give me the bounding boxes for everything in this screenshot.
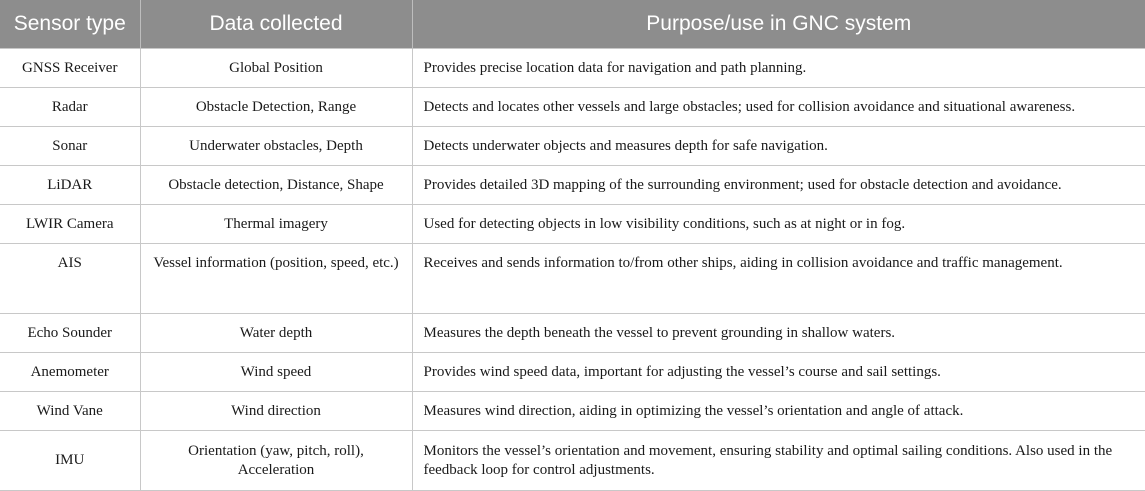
table-header xyxy=(0,0,1145,49)
header-row xyxy=(0,0,1145,49)
sensor-cell: Echo Sounder xyxy=(0,314,140,353)
data-cell: Orientation (yaw, pitch, roll), Acceleration xyxy=(140,431,412,491)
data-cell: Global Position xyxy=(140,49,412,88)
data-cell: Thermal imagery xyxy=(140,205,412,244)
purpose-cell: Used for detecting objects in low visibility conditions, such as at night or in fog. xyxy=(412,205,1145,244)
data-cell: Vessel information (position, speed, etc.) xyxy=(140,244,412,314)
purpose-cell: Measures wind direction, aiding in optimizing the vessel’s orientation and angle of attack. xyxy=(412,392,1145,431)
table-row xyxy=(0,166,1145,205)
table-row xyxy=(0,314,1145,353)
table-row xyxy=(0,392,1145,431)
purpose-cell: Monitors the vessel’s orientation and movement, ensuring stability and optimal sailing conditions. Also used in the feedback loop for control adjustments. xyxy=(412,431,1145,491)
purpose-cell: Provides wind speed data, important for adjusting the vessel’s course and sail settings. xyxy=(412,353,1145,392)
purpose-cell: Provides detailed 3D mapping of the surrounding environment; used for obstacle detection and avoidance. xyxy=(412,166,1145,205)
sensor-cell: IMU xyxy=(0,431,140,491)
purpose-cell: Detects and locates other vessels and large obstacles; used for collision avoidance and situational awareness. xyxy=(412,88,1145,127)
sensor-cell: Radar xyxy=(0,88,140,127)
table-body xyxy=(0,49,1145,491)
data-cell: Wind speed xyxy=(140,353,412,392)
sensor-cell: Wind Vane xyxy=(0,392,140,431)
sensor-cell: LiDAR xyxy=(0,166,140,205)
sensor-cell: LWIR Camera xyxy=(0,205,140,244)
sensor-cell: Sonar xyxy=(0,127,140,166)
table-row xyxy=(0,205,1145,244)
table-row xyxy=(0,353,1145,392)
sensor-cell: Anemometer xyxy=(0,353,140,392)
table-row xyxy=(0,431,1145,491)
header-sensor-type: Sensor type xyxy=(0,0,140,49)
purpose-cell: Receives and sends information to/from other ships, aiding in collision avoidance and traffic management. xyxy=(412,244,1145,314)
data-cell: Water depth xyxy=(140,314,412,353)
table-row xyxy=(0,88,1145,127)
table-row xyxy=(0,244,1145,314)
data-cell: Obstacle Detection, Range xyxy=(140,88,412,127)
data-cell: Underwater obstacles, Depth xyxy=(140,127,412,166)
purpose-cell: Provides precise location data for navigation and path planning. xyxy=(412,49,1145,88)
sensor-cell: AIS xyxy=(0,244,140,314)
purpose-cell: Measures the depth beneath the vessel to prevent grounding in shallow waters. xyxy=(412,314,1145,353)
table-row xyxy=(0,49,1145,88)
purpose-cell: Detects underwater objects and measures depth for safe navigation. xyxy=(412,127,1145,166)
header-purpose: Purpose/use in GNC system xyxy=(412,0,1145,49)
table-row xyxy=(0,127,1145,166)
data-cell: Wind direction xyxy=(140,392,412,431)
sensor-cell: GNSS Receiver xyxy=(0,49,140,88)
header-data-collected: Data collected xyxy=(140,0,412,49)
data-cell: Obstacle detection, Distance, Shape xyxy=(140,166,412,205)
